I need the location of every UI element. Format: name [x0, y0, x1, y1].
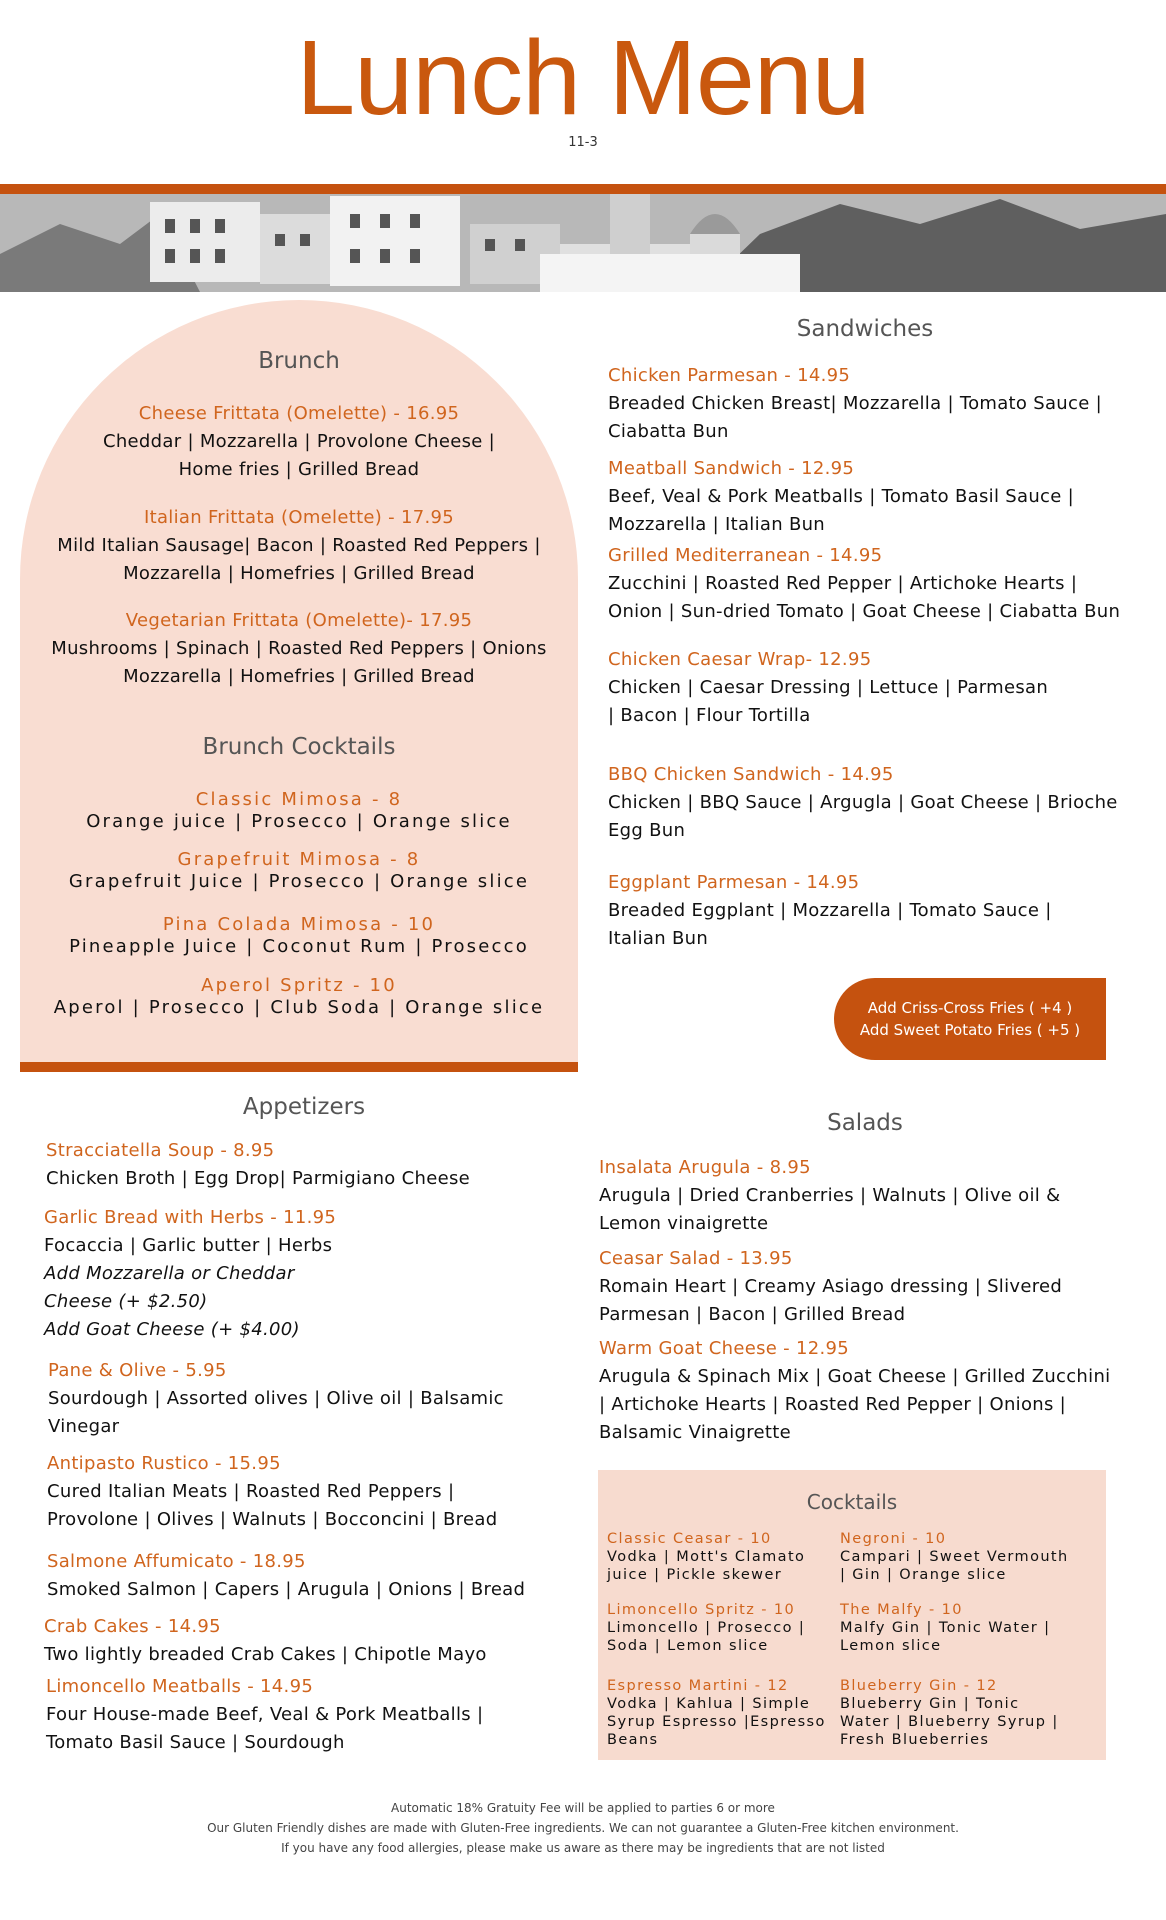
brunch-cocktail-item — [20, 914, 578, 958]
cocktail-item — [607, 1530, 832, 1584]
footer-gratuity-note: Automatic 18% Gratuity Fee will be applied to parties 6 or more — [391, 1801, 775, 1815]
salad-name: Ceasar Salad - 13.95 — [599, 1248, 793, 1269]
sandwich-name: Chicken Caesar Wrap- 12.95 — [608, 649, 872, 670]
appetizer-name: Salmone Affumicato - 18.95 — [47, 1551, 306, 1572]
appetizer-name: Limoncello Meatballs - 14.95 — [46, 1676, 314, 1697]
addon-criss-cross: Add Criss-Cross Fries ( +4 ) — [867, 999, 1073, 1017]
brunch-item-name: Cheese Frittata (Omelette) - 16.95 — [138, 403, 460, 424]
cocktail-item — [607, 1601, 832, 1655]
cocktail-desc: Blueberry Gin | Tonic — [840, 1696, 1020, 1712]
footer-gluten-note: Our Gluten Friendly dishes are made with Gluten-Free ingredients. We can not guarantee a Gluten-Free kitchen environment. — [207, 1821, 959, 1835]
appetizer-addon: Add Mozzarella or Cheddar — [44, 1263, 295, 1284]
brunch-item-desc: Home fries | Grilled Bread — [178, 459, 420, 480]
sandwich-desc: Beef, Veal & Pork Meatballs | Tomato Basil Sauce | — [608, 486, 1074, 507]
appetizer-addon: Cheese (+ $2.50) — [44, 1291, 208, 1312]
sandwich-desc: Ciabatta Bun — [608, 421, 729, 442]
cocktail-desc: Beans — [607, 1732, 659, 1748]
salad-item — [599, 1245, 1149, 1329]
cocktail-name: Classic Ceasar - 10 — [607, 1531, 772, 1547]
sandwich-item — [608, 761, 1148, 845]
cocktail-name: Espresso Martini - 12 — [607, 1678, 789, 1694]
header-stripe — [0, 184, 1166, 194]
sandwich-name: BBQ Chicken Sandwich - 14.95 — [608, 764, 894, 785]
brunch-cocktail-desc: Pineapple Juice | Coconut Rum | Prosecco — [69, 936, 529, 957]
brunch-cocktail-desc: Grapefruit Juice | Prosecco | Orange slice — [68, 871, 530, 892]
brunch-cocktail-desc: Aperol | Prosecco | Club Soda | Orange slice — [53, 997, 545, 1018]
appetizer-name: Antipasto Rustico - 15.95 — [47, 1453, 281, 1474]
brunch-item — [20, 504, 578, 588]
brunch-cocktails-heading: Brunch Cocktails — [202, 734, 396, 760]
salad-item — [599, 1154, 1149, 1238]
salad-desc: Lemon vinaigrette — [599, 1213, 769, 1234]
salad-desc: Balsamic Vinaigrette — [599, 1422, 791, 1443]
arch-underline — [20, 1062, 578, 1072]
appetizer-name: Pane & Olive - 5.95 — [48, 1360, 227, 1381]
cocktail-desc: Water | Blueberry Syrup | — [840, 1714, 1059, 1730]
appetizer-desc: Vinegar — [48, 1416, 120, 1437]
appetizer-item — [47, 1450, 587, 1534]
sandwich-desc: | Bacon | Flour Tortilla — [608, 705, 811, 726]
brunch-cocktail-name: Classic Mimosa - 8 — [195, 789, 403, 810]
cocktail-desc: juice | Pickle skewer — [607, 1567, 783, 1583]
cocktail-name: The Malfy - 10 — [840, 1602, 963, 1618]
appetizers-heading: Appetizers — [242, 1094, 366, 1120]
addon-sweet-potato: Add Sweet Potato Fries ( +5 ) — [859, 1021, 1081, 1039]
brunch-cocktail-name: Grapefruit Mimosa - 8 — [177, 849, 421, 870]
appetizer-name: Crab Cakes - 14.95 — [44, 1616, 221, 1637]
brunch-item-name: Vegetarian Frittata (Omelette)- 17.95 — [125, 610, 473, 631]
appetizer-desc: Smoked Salmon | Capers | Arugula | Onions | Bread — [47, 1579, 526, 1600]
appetizer-desc: Chicken Broth | Egg Drop| Parmigiano Cheese — [46, 1168, 471, 1189]
appetizer-desc: Cured Italian Meats | Roasted Red Peppers | — [47, 1481, 455, 1502]
brunch-cocktail-name: Aperol Spritz - 10 — [201, 975, 397, 996]
cocktail-desc: Soda | Lemon slice — [607, 1638, 769, 1654]
brunch-cocktail-item — [20, 975, 578, 1019]
sandwich-desc: Chicken | BBQ Sauce | Argugla | Goat Cheese | Brioche — [608, 792, 1118, 813]
salad-name: Insalata Arugula - 8.95 — [599, 1157, 811, 1178]
appetizer-desc: Sourdough | Assorted olives | Olive oil | Balsamic — [48, 1388, 504, 1409]
footer-allergy-note: If you have any food allergies, please make us aware as there may be ingredients that are not listed — [281, 1841, 885, 1855]
cocktails-heading: Cocktails — [806, 1490, 898, 1514]
sandwich-item — [608, 455, 1148, 539]
sandwich-name: Meatball Sandwich - 12.95 — [608, 458, 855, 479]
cocktail-item — [840, 1601, 1102, 1655]
cocktail-desc: Campari | Sweet Vermouth — [840, 1549, 1069, 1565]
menu-title: Lunch Menu — [296, 19, 870, 137]
town-illustration — [0, 194, 1166, 292]
cocktail-item — [840, 1530, 1102, 1584]
sandwich-name: Grilled Mediterranean - 14.95 — [608, 545, 883, 566]
sandwiches-heading: Sandwiches — [796, 316, 934, 342]
brunch-item-name: Italian Frittata (Omelette) - 17.95 — [143, 507, 454, 528]
salad-desc: | Artichoke Hearts | Roasted Red Pepper | Onions | — [599, 1394, 1067, 1415]
cocktail-name: Negroni - 10 — [840, 1531, 947, 1547]
appetizer-item — [48, 1357, 588, 1441]
sandwich-name: Eggplant Parmesan - 14.95 — [608, 872, 860, 893]
cocktail-desc: | Gin | Orange slice — [840, 1567, 1007, 1583]
sandwich-desc: Zucchini | Roasted Red Pepper | Artichoke Hearts | — [608, 573, 1078, 594]
cocktail-item — [840, 1677, 1102, 1749]
appetizer-desc: Tomato Basil Sauce | Sourdough — [46, 1732, 345, 1753]
salads-heading: Salads — [827, 1110, 903, 1136]
appetizer-name: Garlic Bread with Herbs - 11.95 — [44, 1207, 337, 1228]
sandwich-desc: Italian Bun — [608, 928, 709, 949]
brunch-item-desc: Mozzarella | Homefries | Grilled Bread — [123, 666, 475, 687]
appetizer-desc: Provolone | Olives | Walnuts | Bocconcini | Bread — [47, 1509, 498, 1530]
brunch-cocktail-name: Pina Colada Mimosa - 10 — [162, 914, 436, 935]
appetizer-desc: Four House-made Beef, Veal & Pork Meatballs | — [46, 1704, 484, 1725]
cocktail-desc: Vodka | Kahlua | Simple — [607, 1696, 811, 1712]
salad-desc: Parmesan | Bacon | Grilled Bread — [599, 1304, 906, 1325]
brunch-item-desc: Mushrooms | Spinach | Roasted Red Peppers | Onions — [51, 638, 547, 659]
cocktail-name: Limoncello Spritz - 10 — [607, 1602, 796, 1618]
appetizer-addon: Add Goat Cheese (+ $4.00) — [44, 1319, 300, 1340]
appetizer-item — [44, 1613, 584, 1669]
salad-desc: Arugula | Dried Cranberries | Walnuts | Olive oil & — [599, 1185, 1061, 1206]
cocktail-desc: Malfy Gin | Tonic Water | — [840, 1620, 1051, 1636]
appetizer-item — [47, 1548, 587, 1604]
sandwich-desc: Breaded Eggplant | Mozzarella | Tomato Sauce | — [608, 900, 1052, 921]
appetizer-desc: Two lightly breaded Crab Cakes | Chipotle Mayo — [44, 1644, 487, 1665]
cocktail-name: Blueberry Gin - 12 — [840, 1678, 998, 1694]
brunch-cocktail-item — [20, 849, 578, 893]
sandwich-desc: Breaded Chicken Breast| Mozzarella | Tomato Sauce | — [608, 393, 1102, 414]
cocktail-desc: Limoncello | Prosecco | — [607, 1620, 806, 1636]
sandwich-item — [608, 542, 1148, 626]
brunch-item — [20, 400, 578, 484]
coastal-town-photo — [0, 194, 1166, 292]
sandwich-desc: Egg Bun — [608, 820, 686, 841]
brunch-heading: Brunch — [258, 348, 340, 374]
salad-desc: Romain Heart | Creamy Asiago dressing | Slivered — [599, 1276, 1063, 1297]
brunch-cocktail-desc: Orange juice | Prosecco | Orange slice — [86, 811, 512, 832]
brunch-item — [20, 607, 578, 691]
appetizer-desc: Focaccia | Garlic butter | Herbs — [44, 1235, 333, 1256]
sandwich-item — [608, 646, 1148, 730]
cocktail-desc: Fresh Blueberries — [840, 1732, 990, 1748]
sandwich-desc: Mozzarella | Italian Bun — [608, 514, 826, 535]
fries-addon-pill — [834, 978, 1106, 1060]
sandwich-item — [608, 869, 1148, 953]
cocktail-desc: Syrup Espresso |Espresso — [607, 1714, 826, 1730]
salad-desc: Arugula & Spinach Mix | Goat Cheese | Grilled Zucchini — [599, 1366, 1111, 1387]
salad-name: Warm Goat Cheese - 12.95 — [599, 1338, 850, 1359]
appetizer-item — [46, 1673, 586, 1757]
appetizer-name: Stracciatella Soup - 8.95 — [46, 1140, 275, 1161]
brunch-item-desc: Mild Italian Sausage| Bacon | Roasted Red Peppers | — [57, 535, 541, 556]
brunch-cocktail-item — [20, 789, 578, 833]
cocktail-item — [607, 1677, 839, 1749]
sandwich-name: Chicken Parmesan - 14.95 — [608, 365, 851, 386]
cocktail-desc: Lemon slice — [840, 1638, 942, 1654]
brunch-item-desc: Mozzarella | Homefries | Grilled Bread — [123, 563, 475, 584]
cocktail-desc: Vodka | Mott's Clamato — [607, 1549, 806, 1565]
brunch-item-desc: Cheddar | Mozzarella | Provolone Cheese | — [102, 431, 496, 452]
menu-hours: 11-3 — [568, 135, 598, 150]
appetizer-item — [46, 1137, 586, 1193]
appetizer-item — [44, 1204, 584, 1344]
sandwich-desc: Chicken | Caesar Dressing | Lettuce | Parmesan — [608, 677, 1049, 698]
sandwich-item — [608, 362, 1148, 446]
sandwich-desc: Onion | Sun-dried Tomato | Goat Cheese | Ciabatta Bun — [608, 601, 1121, 622]
salad-item — [599, 1335, 1149, 1447]
